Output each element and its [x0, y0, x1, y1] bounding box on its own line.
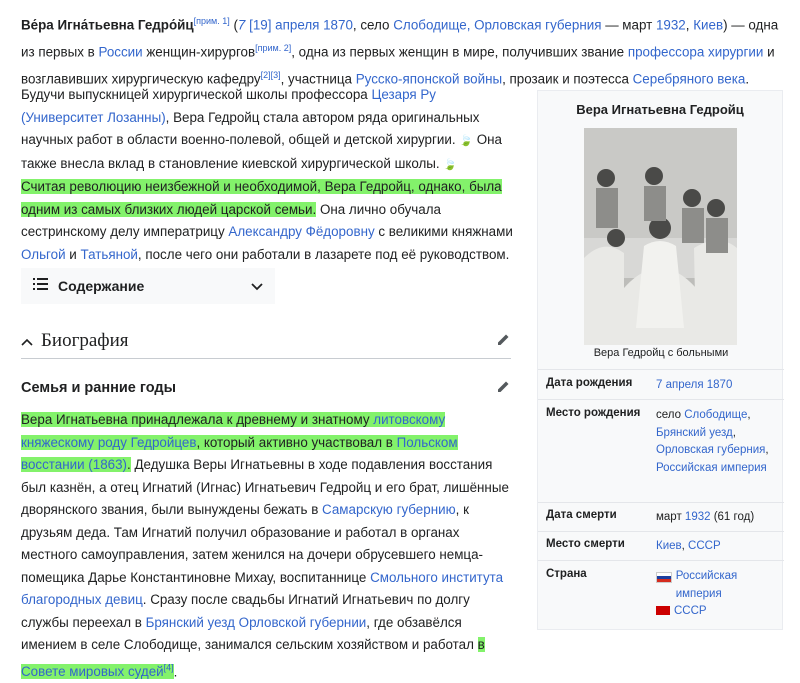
portrait-photo[interactable] [584, 128, 737, 345]
row-label: Место рождения [546, 407, 641, 419]
divider [538, 369, 784, 370]
birthplace-link[interactable]: Слободище [684, 409, 748, 421]
section-title: Биография [41, 330, 129, 351]
row-label: Дата смерти [546, 509, 617, 521]
lead-paragraph: Ве́ра Игна́тьевна Гедро́йц[прим. 1] (7 [19] апреля 1870, село Слободище, Орловская губерния — март 1932, Киев) — одна из первых в России женщин-хирургов[прим. 2], одна из первых женщин в мире, получивших звание профессора хирургии и возглавивших хирургическую кафедру[2][3], участница Русско-японской войны, прозаик и поэтесса Серебряного века. [21, 16, 779, 87]
bryansk-uezd-link[interactable]: Брянский уезд [145, 614, 235, 630]
photo-caption: Вера Гедройц с больными [593, 347, 729, 359]
reference-link[interactable]: [2][3] [260, 69, 281, 80]
divider [538, 399, 784, 400]
ussr-link[interactable]: СССР [688, 540, 721, 552]
divider [538, 502, 784, 503]
article-subject-name: Ве́ра Игна́тьевна Гедро́йц [21, 17, 194, 33]
paragraph-royal-family: Считая революцию неизбежной и необходимой, Вера Гедройц, однако, была одним из самых близких людей царской семьи. Она лично обучала сестринскому делу императрицу Александру Фёдоровну с великими княжнами Ольгой и Татьяной, после чего они работали в лазарете под её руководством. [21, 176, 516, 290]
birthplace-link[interactable]: Слободище, Орловская губерния [393, 17, 602, 33]
ussr-country-link[interactable]: СССР [674, 605, 707, 617]
infobox [537, 90, 783, 630]
justice-council-link[interactable]: Совете мировых судей [21, 663, 164, 679]
note-link[interactable]: [прим. 1] [193, 16, 230, 26]
highlighted-text: Считая революцию неизбежной и необходимой, Вера Гедройц, однако, была одним из самых близких людей царской семьи. [21, 179, 502, 217]
date-symbol-link[interactable]: 7 [237, 17, 246, 33]
gedroits-family-link[interactable]: княжескому роду Гедройцев [21, 434, 197, 450]
death-year-link[interactable]: 1932 [684, 511, 711, 523]
empire-link[interactable]: Российская империя [656, 461, 767, 474]
infobox-row-birth [538, 377, 784, 395]
orel-governorate-link[interactable]: Орловской губернии [238, 614, 367, 630]
olga-link[interactable]: Ольгой [21, 246, 66, 262]
highlighted-text: Вера Игнатьевна принадлежала к древнему и знатному литовскому княжескому роду Гедройцев, который активно участвовал в Польском восстании (1863). [21, 412, 458, 472]
birth-date-link[interactable]: 7 апреля 1870 [656, 379, 733, 391]
tatiana-link[interactable]: Татьяной [80, 246, 138, 262]
alexandra-link[interactable]: Александру Фёдоровну [228, 224, 375, 239]
infobox-row-deathplace: Место смерти Киев, СССР [538, 538, 784, 556]
cesar-roux-link[interactable]: Цезаря Ру (Университет Лозанны) [21, 87, 436, 125]
divider [538, 560, 784, 561]
chevron-down-icon [251, 279, 263, 294]
toc-label: Содержание [58, 278, 145, 294]
subsection-heading-family [21, 375, 511, 401]
paragraph-career: Будучи выпускницей хирургической школы профессора Цезаря Ру (Университет Лозанны), Вера Гедройц стала автором ряда оригинальных научных работ в области военно-полевой, общей и детской хирургии. 🍃 Она также внесла вклад в становление киевской хирургической школы. 🍃 [21, 87, 502, 171]
good-article-icon: 🍃 [443, 158, 458, 171]
good-article-icon: 🍃 [459, 135, 473, 147]
russia-link[interactable]: России [98, 44, 143, 60]
silver-age-link[interactable]: Серебряного века [632, 71, 746, 87]
death-year-link[interactable]: 1932 [655, 17, 686, 33]
smolny-link[interactable]: Смольного института благородных девиц [21, 569, 504, 607]
death-place-link[interactable]: Киев [693, 17, 724, 33]
reference-link[interactable]: [4] [163, 662, 174, 673]
infobox-title: Вера Игнатьевна Гедройц [576, 102, 744, 117]
infobox-row-death: Дата смерти март 1932 (61 год) [538, 509, 784, 527]
divider [538, 531, 784, 532]
samara-link[interactable]: Самарскую губернию [322, 502, 456, 517]
birth-date-link[interactable]: апреля 1870 [275, 17, 353, 33]
professor-link[interactable]: профессора хирургии [627, 44, 764, 60]
table-of-contents-toggle[interactable] [21, 268, 275, 304]
list-icon [33, 277, 48, 295]
infobox-row-country [538, 568, 784, 621]
death-city-link[interactable]: Киев [656, 540, 682, 552]
row-label: Страна [546, 568, 587, 580]
section-heading-biography [21, 324, 511, 359]
row-label: Место смерти [546, 538, 625, 550]
governorate-link[interactable]: Орловская губерния [656, 444, 766, 456]
highlighted-text: в Совете мировых судей[4] [21, 637, 485, 679]
lithuanian-link[interactable]: литовскому [373, 412, 446, 427]
subsection-title: Семья и ранние годы [21, 380, 176, 396]
russian-empire-flag-icon [656, 572, 672, 583]
infobox-row-birthplace: Место рождения село Слободище, Брянский уезд, Орловская губерния, Российская империя [538, 407, 784, 477]
edit-pencil-icon[interactable] [496, 332, 511, 351]
paragraph-family: Вера Игнатьевна принадлежала к древнему и знатному литовскому княжескому роду Гедройцев, который активно участвовал в Польском восстании (1863). Дедушка Веры Игнатьевны в ходе подавления восстания был казнён, а отец Игнатий (Игнас) Игнатьевич Гедройц и его брат, лишённые дворянского звания, были вынуждены бежать в Самарскую губернию, к друзьям деда. Там Игнатий получил образование и работал в органах местного самоуправления, затем женился на дочери обрусевшего немца-помещика Дарье Константиновне Михау, воспитаннице Смольного института благородных девиц. Сразу после свадьбы Игнатий Игнатьевич по долгу службы переехал в Брянский уезд Орловской губернии, где обзавёлся имением в селе Слободище, занимался сельским хозяйством и работал в Совете мировых судей[4]. [21, 412, 509, 679]
edit-pencil-icon[interactable] [496, 379, 511, 398]
russian-empire-link[interactable]: Российская империя [675, 570, 738, 600]
collapse-caret-icon[interactable] [21, 334, 33, 349]
row-label: Дата рождения [546, 377, 633, 389]
note-link-2[interactable]: [прим. 2] [255, 42, 292, 53]
war-link[interactable]: Русско-японской войны [355, 71, 503, 87]
ussr-flag-icon [656, 606, 670, 615]
polish-uprising-link[interactable]: Польском восстании (1863) [21, 434, 458, 472]
birth-bracket-link[interactable]: [19] [249, 17, 272, 33]
uezd-link[interactable]: Брянский уезд [656, 426, 733, 439]
